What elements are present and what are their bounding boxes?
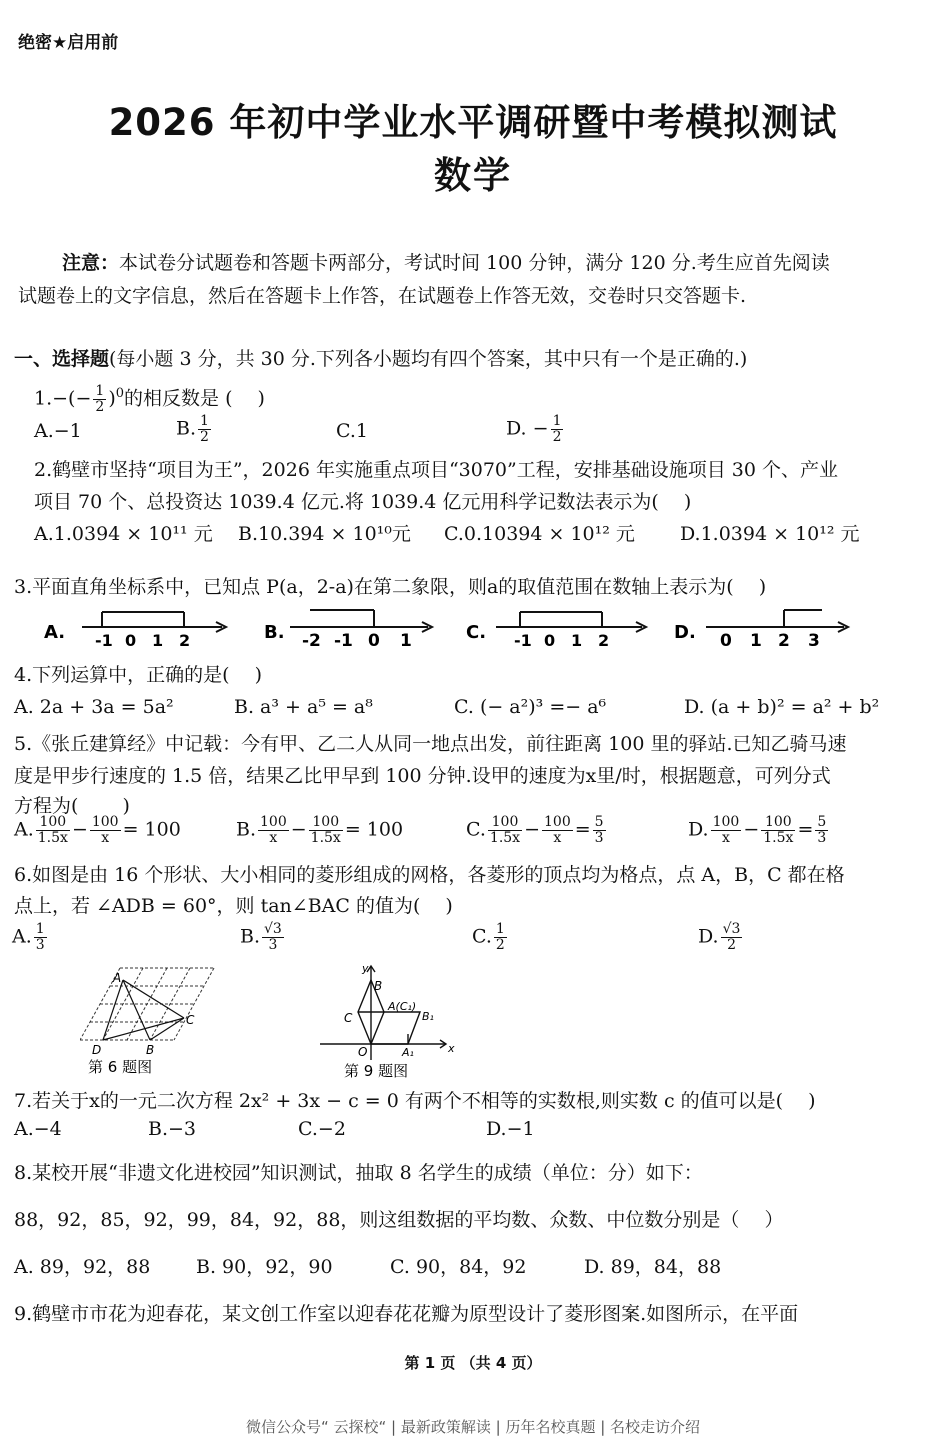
question-5-line-1: 5.《张丘建算经》中记载：今有甲、乙二人从同一地点出发，前往距离 100 里的驿站.已知乙骑马速 <box>14 733 847 755</box>
svg-text:-2: -2 <box>302 631 321 650</box>
q3-d-label: D. <box>674 622 696 643</box>
footer-watermark-text: 微信公众号“ 云探校“ | 最新政策解读 | 历年名校真题 | 名校走访介绍 <box>245 1418 701 1436</box>
svg-text:-1: -1 <box>95 631 113 650</box>
svg-text:0: 0 <box>368 631 380 650</box>
q4-option-d: D. (a + b)² = a² + b² <box>684 696 880 718</box>
svg-text:-1: -1 <box>514 631 532 650</box>
question-7-stem: 7.若关于x的一元二次方程 2x² + 3x − c = 0 有两个不相等的实数根,则实数 c 的值可以是( ) <box>14 1090 816 1112</box>
figure-6-caption: 第 6 题图 <box>88 1058 153 1076</box>
svg-text:C: C <box>344 1011 353 1025</box>
question-8-line-1: 8.某校开展“非遗文化进校园”知识测试，抽取 8 名学生的成绩（单位：分）如下： <box>14 1162 703 1184</box>
question-6-line-2: 点上，若 ∠ADB = 60°，则 tan∠BAC 的值为( ) <box>14 895 453 917</box>
figure-9-caption: 第 9 题图 <box>344 1062 409 1080</box>
q3-option-b-number-line <box>262 600 442 650</box>
svg-text:y: y <box>362 962 369 975</box>
q1-lead: −(− <box>52 387 92 410</box>
exam-subject: 数学 <box>434 154 512 197</box>
q8-option-d: D. 89，84，88 <box>584 1256 722 1278</box>
svg-text:C: C <box>186 1013 195 1027</box>
q3-a-label: A. <box>44 622 66 643</box>
svg-text:A₁: A₁ <box>402 1046 414 1059</box>
svg-text:B: B <box>374 979 383 993</box>
notice-line-1 <box>62 248 830 275</box>
svg-text:1: 1 <box>152 631 164 650</box>
notice-label: 注意： <box>62 252 120 274</box>
q3-option-d-number-line <box>672 600 862 650</box>
svg-text:A: A <box>113 971 122 985</box>
section-desc: (每小题 3 分，共 30 分.下列各小题均有四个答案，其中只有一个是正确的.) <box>109 348 748 370</box>
notice-text-1: 本试卷分试题卷和答题卡两部分，考试时间 100 分钟，满分 120 分.考生应首先阅读 <box>119 252 830 274</box>
notice-line-2: 试题卷上的文字信息，然后在答题卡上作答，在试题卷上作答无效，交卷时只交答题卡. <box>18 285 747 307</box>
q6-option-b: B. $\frac{√3}{3}$ <box>240 921 282 953</box>
svg-text:D: D <box>92 1043 102 1057</box>
question-4-stem: 4.下列运算中，正确的是( ) <box>14 664 262 686</box>
svg-text:0: 0 <box>720 631 732 650</box>
q6-option-c: C. $\frac{1}{2}$ <box>472 921 505 953</box>
section-heading <box>14 344 747 371</box>
svg-text:2: 2 <box>778 631 790 650</box>
q4-option-a: A. 2a + 3a = 5a² <box>14 696 174 718</box>
q8-option-a: A. 89，92，88 <box>14 1256 151 1278</box>
q4-option-c: C. (− a²)³ =− a⁶ <box>454 696 607 718</box>
figure-6-rhombus-grid <box>80 962 230 1080</box>
svg-text:O: O <box>358 1045 368 1059</box>
q4-option-b: B. a³ + a⁵ = a⁸ <box>234 696 373 718</box>
q5-option-c: C. $\frac{100}{1.5x}$ − $\frac{100}{x}$ = $\frac{5}{3}$ <box>466 814 604 846</box>
q3-b-label: B. <box>264 622 285 643</box>
question-8-line-2: 88，92，85，92，99，84，92，88，则这组数据的平均数、众数、中位数分别是（ ） <box>14 1209 784 1231</box>
q2-option-d: D.1.0394 × 10¹² 元 <box>680 523 860 545</box>
question-5-line-2: 度是甲步行速度的 1.5 倍，结果乙比甲早到 100 分钟.设甲的速度为x里/时，根据题意，可列分式 <box>14 765 831 787</box>
q7-option-a: A.−4 <box>14 1118 62 1140</box>
question-2-line-1: 2.鹤壁市坚持“项目为王”，2026 年实施重点项目“3070”工程，安排基础设施项目 30 个、产业 <box>34 459 838 481</box>
q5-option-d: D. $\frac{100}{x}$ − $\frac{100}{1.5x}$ = $\frac{5}{3}$ <box>688 814 827 846</box>
svg-text:0: 0 <box>125 631 137 650</box>
svg-text:3: 3 <box>808 631 820 650</box>
q1-option-d: D. − $\frac{1}{2}$ <box>506 413 562 445</box>
svg-text:1: 1 <box>750 631 762 650</box>
q8-option-c: C. 90，84，92 <box>390 1256 527 1278</box>
q1-option-c: C.1 <box>336 420 368 442</box>
q2-option-a: A.1.0394 × 10¹¹ 元 <box>34 523 213 545</box>
q3-option-a-number-line <box>40 600 240 650</box>
q1-text: 的相反数是 ( ) <box>124 387 265 410</box>
q7-option-c: C.−2 <box>298 1118 346 1140</box>
svg-text:1: 1 <box>400 631 412 650</box>
q6-option-a: A. $\frac{1}{3}$ <box>12 921 45 953</box>
q1-exponent: 0 <box>115 386 125 401</box>
svg-text:-1: -1 <box>334 631 353 650</box>
svg-text:B₁: B₁ <box>422 1010 434 1023</box>
svg-text:A(C₁): A(C₁) <box>388 1000 417 1013</box>
q2-option-c: C.0.10394 × 10¹² 元 <box>444 523 635 545</box>
question-6-line-1: 6.如图是由 16 个形状、大小相同的菱形组成的网格，各菱形的顶点均为格点，点 A，B，C 都在格 <box>14 864 845 886</box>
section-title: 一、选择题 <box>14 348 110 370</box>
exam-title: 2026 年初中学业水平调研暨中考模拟测试 <box>108 101 838 144</box>
svg-text:0: 0 <box>544 631 556 650</box>
svg-text:x: x <box>448 1042 455 1055</box>
svg-text:2: 2 <box>598 631 610 650</box>
q1-number: 1. <box>34 387 53 410</box>
question-5-line-3: 方程为( ) <box>14 795 130 817</box>
question-2-line-2: 项目 70 个、总投资达 1039.4 亿元.将 1039.4 亿元用科学记数法表示为( ) <box>34 491 692 513</box>
confidential-label: 绝密★启用前 <box>18 33 119 53</box>
svg-text:2: 2 <box>179 631 191 650</box>
q5-option-b: B. $\frac{100}{x}$ − $\frac{100}{1.5x}$ = 100 <box>236 814 404 846</box>
question-9-line-1: 9.鹤壁市市花为迎春花，某文创工作室以迎春花花瓣为原型设计了菱形图案.如图所示，在平面 <box>14 1303 799 1325</box>
q8-option-b: B. 90，92，90 <box>196 1256 333 1278</box>
q1-fraction: $\frac{1}{2}$ <box>95 382 105 415</box>
figure-9-coordinate-diagram <box>316 960 456 1082</box>
q1-option-a: A.−1 <box>34 420 82 442</box>
question-3-stem: 3.平面直角坐标系中，已知点 P(a，2-a)在第二象限，则a的取值范围在数轴上表示为( ) <box>14 576 767 598</box>
q3-c-label: C. <box>466 622 487 643</box>
q3-option-c-number-line <box>462 600 652 650</box>
page-number: 第 1 页 （共 4 页） <box>404 1354 542 1372</box>
svg-text:1: 1 <box>571 631 583 650</box>
q7-option-d: D.−1 <box>486 1118 535 1140</box>
q2-option-b: B.10.394 × 10¹⁰元 <box>238 523 411 545</box>
q7-option-b: B.−3 <box>148 1118 197 1140</box>
svg-text:B: B <box>146 1043 155 1057</box>
q1-option-b: B. $\frac{1}{2}$ <box>176 413 209 445</box>
q5-option-a: A. $\frac{100}{1.5x}$ − $\frac{100}{x}$ = 100 <box>14 814 181 846</box>
q6-option-d: D. $\frac{√3}{2}$ <box>698 921 741 953</box>
question-1-stem: 1.−(− $\frac{1}{2}$ )$^0$的相反数是 ( ) <box>34 382 265 415</box>
